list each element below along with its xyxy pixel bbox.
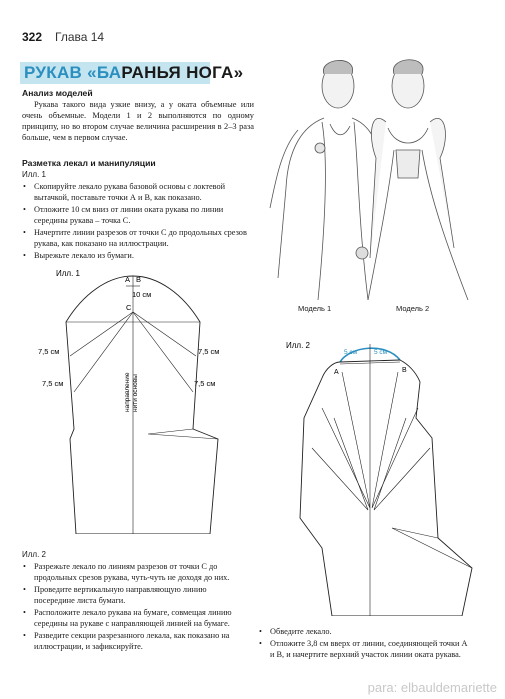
list-item: • Обведите лекало. xyxy=(258,626,472,637)
analysis-heading: Анализ моделей xyxy=(22,88,93,98)
list-item: • Отложите 3,8 см вверх от линии, соединяющей точки А и В, и начертите верхний участок линии оката рукава. xyxy=(258,638,472,660)
fashion-illustration-models xyxy=(258,38,490,300)
list-item: • Начертите линии разрезов от точки С до продольных срезов рукава, как показано на иллюстрации. xyxy=(22,227,254,249)
analysis-text: Рукава такого вида узкие внизу, а у оката объемные или очень объемные. Модели 1 и 2 выполняются по одному принципу, но во втором случае величина расширения в 2–3 раза больше, чем в первом случае. xyxy=(22,100,254,142)
fig1-dim-left-2: 7,5 см xyxy=(42,379,64,388)
list-item: • Проведите вертикальную направляющую линию посередине листа бумаги. xyxy=(22,584,240,606)
steps3-list xyxy=(258,626,472,661)
figure2-label: Илл. 2 xyxy=(286,341,310,350)
fig2-point-b: В xyxy=(402,367,407,374)
fig1-point-b: В xyxy=(136,275,142,284)
chapter-label: Глава 14 xyxy=(55,30,105,44)
model1-caption: Модель 1 xyxy=(298,304,332,313)
fig1-dim-top: 10 см xyxy=(132,290,152,299)
list-item: • Разрежьте лекало по линиям разрезов от точки С до продольных срезов рукава, чуть-чуть не доходя до них. xyxy=(22,561,240,583)
title-first-letters: РУКАВ «БА xyxy=(24,63,122,82)
ill1-step-label: Илл. 1 xyxy=(22,170,46,179)
fig1-grain-line-2: нити основы xyxy=(132,374,139,412)
list-item: • Скопируйте лекало рукава базовой основы с локтевой вытачкой, поставьте точки А и В, как показано. xyxy=(22,181,254,203)
steps1-list xyxy=(22,181,254,262)
title-rest: РАНЬЯ НОГА» xyxy=(121,63,244,82)
list-item: • Разведите секции разрезанного лекала, как показано на иллюстрации, и зафиксируйте. xyxy=(22,630,240,652)
fig2-point-a: А xyxy=(334,369,339,376)
watermark-text: para: elbauldemariette xyxy=(367,680,497,695)
fig2-dim-right: 5 см xyxy=(374,349,388,356)
page-title xyxy=(24,62,243,84)
fig1-dim-left-1: 7,5 см xyxy=(38,347,60,356)
list-item: • Отложите 10 см вниз от линии оката рукава по линии середины рукава – точка С. xyxy=(22,204,254,226)
figure1-sleeve-pattern xyxy=(28,264,238,534)
figure2-spread-pattern xyxy=(282,338,482,616)
list-item: • Вырежьте лекало из бумаги. xyxy=(22,250,254,261)
ill2-step-label: Илл. 2 xyxy=(22,550,46,559)
model2-caption: Модель 2 xyxy=(396,304,430,313)
steps2-list xyxy=(22,561,240,653)
fig1-dim-right-2: 7,5 см xyxy=(194,379,216,388)
pattern-heading: Разметка лекал и манипуляции xyxy=(22,158,156,168)
figure1-label: Илл. 1 xyxy=(56,269,80,278)
fig2-dim-left: 5 см xyxy=(344,349,358,356)
fig1-point-c: С xyxy=(126,303,132,312)
fig1-dim-right-1: 7,5 см xyxy=(198,347,220,356)
list-item: • Расположите лекало рукава на бумаге, совмещая линию середины на рукаве с направляющей линией на бумаге. xyxy=(22,607,240,629)
fig1-grain-line-1: направление xyxy=(124,372,131,412)
fig1-point-a: А xyxy=(125,275,131,284)
page-number: 322 xyxy=(22,30,43,44)
